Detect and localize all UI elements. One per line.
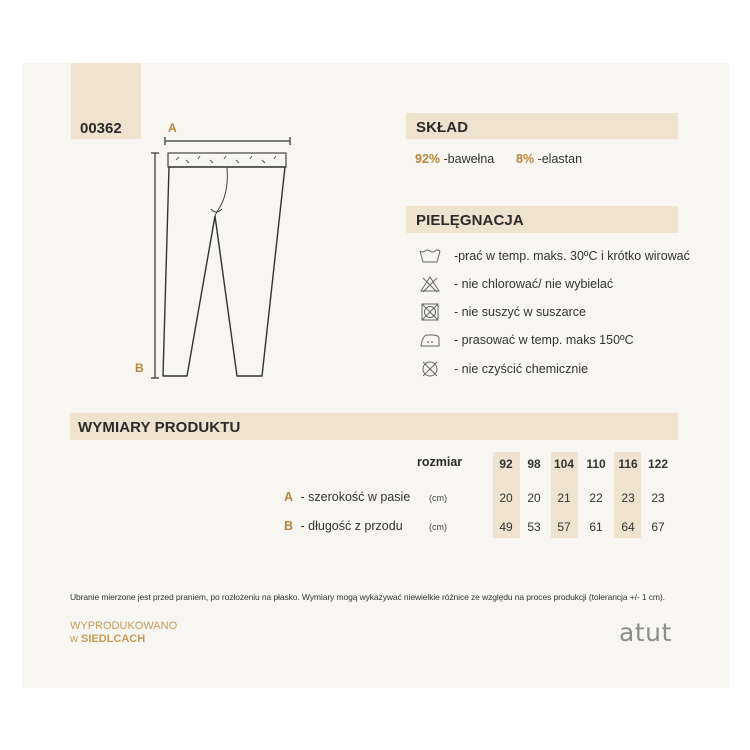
size-header: rozmiar: [417, 455, 463, 469]
value-b-98: 53: [527, 520, 541, 534]
measurement-row-b-label: [284, 519, 403, 533]
unit-cm: (cm): [429, 493, 447, 503]
care-text: - nie suszyć w suszarce: [454, 305, 586, 319]
measurement-row-a-label: [284, 490, 410, 504]
care-row: [418, 246, 690, 266]
made-in-place: SIEDLCACH: [81, 633, 146, 645]
wash-30-icon: [418, 246, 442, 266]
size-110: 110: [586, 457, 606, 471]
diagram-label-a: A: [168, 121, 177, 135]
brand-logo: atut: [619, 618, 672, 647]
value-a-104: 21: [557, 491, 571, 505]
value-a-110: 22: [589, 491, 603, 505]
pielegnacja-title: PIELĘGNACJA: [416, 212, 524, 229]
care-row: [418, 330, 634, 350]
value-b-122: 67: [651, 520, 665, 534]
no-bleach-icon: [418, 274, 442, 294]
size-chart-card: [22, 63, 729, 688]
sklad-title: SKŁAD: [416, 119, 469, 136]
size-104: 104: [553, 457, 575, 471]
product-code: 00362: [80, 120, 122, 137]
diagram-label-b: B: [135, 361, 144, 375]
unit-cm: (cm): [429, 522, 447, 532]
composition-percent: 92%: [415, 152, 441, 166]
footnote: Ubranie mierzone jest przed praniem, po rozłożeniu na płasko. Wymiary mogą wykazywać niewielkie różnice ze względu na proces produkcji (tolerancja +/- 1 cm).: [70, 592, 665, 602]
size-116: 116: [618, 457, 638, 471]
value-b-92: 49: [499, 520, 513, 534]
made-in-label: [70, 620, 177, 646]
value-b-104: 57: [557, 520, 571, 534]
composition-percent: 8%: [516, 152, 535, 166]
no-dry-clean-icon: [418, 359, 442, 379]
row-letter-a: A: [284, 490, 294, 504]
composition-material: -bawełna: [443, 152, 495, 166]
value-b-116: 64: [621, 520, 635, 534]
value-a-98: 20: [527, 491, 541, 505]
care-text: -prać w temp. maks. 30ºC i krótko wirować: [454, 249, 690, 263]
composition-row: [415, 152, 494, 166]
value-b-110: 61: [589, 520, 603, 534]
made-in-line2: [70, 633, 177, 646]
value-a-116: 23: [621, 491, 635, 505]
care-text: - prasować w temp. maks 150ºC: [454, 333, 634, 347]
row-letter-b: B: [284, 519, 294, 533]
size-98: 98: [527, 457, 541, 471]
waistband: [168, 153, 286, 167]
care-row: [418, 359, 588, 379]
row-label-text: - długość z przodu: [300, 519, 403, 533]
care-row: [418, 274, 613, 294]
value-a-92: 20: [499, 491, 513, 505]
made-in-prefix: w: [70, 633, 81, 645]
value-a-122: 23: [651, 491, 665, 505]
care-row: [418, 302, 586, 322]
leggings-diagram: [132, 121, 292, 383]
care-text: - nie czyścić chemicznie: [454, 362, 589, 376]
composition-material: -elastan: [537, 152, 583, 166]
composition-row: [516, 152, 582, 166]
row-label-text: - szerokość w pasie: [300, 490, 411, 504]
size-122: 122: [647, 457, 669, 471]
made-in-line1: WYPRODUKOWANO: [70, 620, 178, 632]
care-text: - nie chlorować/ nie wybielać: [454, 277, 614, 291]
iron-150-icon: [418, 330, 442, 350]
size-92: 92: [499, 457, 513, 471]
wymiary-title: WYMIARY PRODUKTU: [78, 419, 241, 436]
no-tumble-dry-icon: [418, 302, 442, 322]
